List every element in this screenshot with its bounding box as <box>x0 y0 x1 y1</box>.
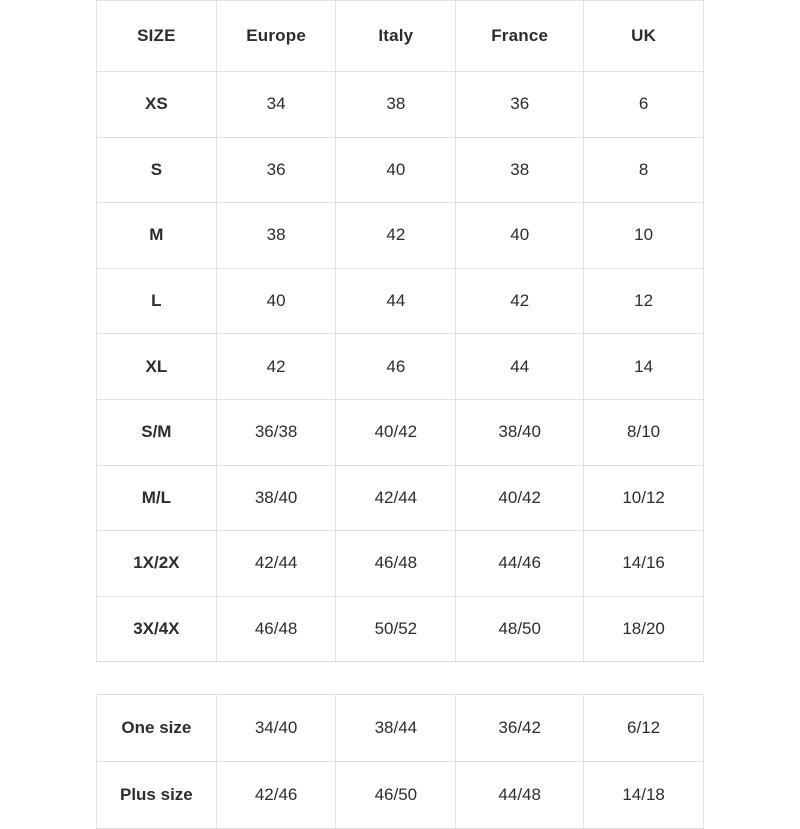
cell-europe: 42/46 <box>216 762 336 829</box>
table-row <box>97 399 704 465</box>
cell-europe: 38 <box>216 203 336 269</box>
table-row <box>97 762 704 829</box>
cell-europe: 42 <box>216 334 336 400</box>
cell-size: M/L <box>97 465 217 531</box>
cell-size: S <box>97 137 217 203</box>
cell-italy: 42 <box>336 203 456 269</box>
cell-europe: 40 <box>216 268 336 334</box>
table-row <box>97 596 704 662</box>
cell-uk: 14 <box>584 334 704 400</box>
cell-italy: 44 <box>336 268 456 334</box>
cell-italy: 50/52 <box>336 596 456 662</box>
cell-france: 36/42 <box>456 695 584 762</box>
cell-size: XS <box>97 72 217 138</box>
cell-uk: 12 <box>584 268 704 334</box>
cell-france: 44/48 <box>456 762 584 829</box>
cell-uk: 14/18 <box>584 762 704 829</box>
table-row <box>97 531 704 597</box>
table-header <box>97 1 704 72</box>
cell-europe: 34/40 <box>216 695 336 762</box>
cell-uk: 10 <box>584 203 704 269</box>
table-row <box>97 465 704 531</box>
cell-europe: 34 <box>216 72 336 138</box>
cell-uk: 10/12 <box>584 465 704 531</box>
cell-size: XL <box>97 334 217 400</box>
cell-france: 40 <box>456 203 584 269</box>
cell-uk: 6 <box>584 72 704 138</box>
cell-size: L <box>97 268 217 334</box>
table-body <box>97 72 704 662</box>
cell-italy: 46 <box>336 334 456 400</box>
cell-italy: 40/42 <box>336 399 456 465</box>
table-row <box>97 268 704 334</box>
cell-france: 40/42 <box>456 465 584 531</box>
one-size-table <box>96 694 704 829</box>
column-header-italy: Italy <box>336 1 456 72</box>
cell-france: 38 <box>456 137 584 203</box>
column-header-france: France <box>456 1 584 72</box>
table-spacer <box>96 662 704 694</box>
cell-uk: 8/10 <box>584 399 704 465</box>
cell-italy: 40 <box>336 137 456 203</box>
cell-uk: 8 <box>584 137 704 203</box>
cell-size: 1X/2X <box>97 531 217 597</box>
one-size-table-body <box>97 695 704 829</box>
size-conversion-table <box>96 0 704 662</box>
cell-size: M <box>97 203 217 269</box>
cell-france: 36 <box>456 72 584 138</box>
cell-size: One size <box>97 695 217 762</box>
table-header-row <box>97 1 704 72</box>
cell-uk: 6/12 <box>584 695 704 762</box>
cell-europe: 36 <box>216 137 336 203</box>
cell-europe: 38/40 <box>216 465 336 531</box>
cell-france: 38/40 <box>456 399 584 465</box>
table-row <box>97 137 704 203</box>
cell-europe: 46/48 <box>216 596 336 662</box>
cell-italy: 46/48 <box>336 531 456 597</box>
cell-italy: 46/50 <box>336 762 456 829</box>
cell-italy: 42/44 <box>336 465 456 531</box>
table-row <box>97 695 704 762</box>
table-row <box>97 203 704 269</box>
cell-italy: 38/44 <box>336 695 456 762</box>
column-header-uk: UK <box>584 1 704 72</box>
cell-france: 42 <box>456 268 584 334</box>
cell-france: 48/50 <box>456 596 584 662</box>
cell-italy: 38 <box>336 72 456 138</box>
cell-size: 3X/4X <box>97 596 217 662</box>
cell-europe: 42/44 <box>216 531 336 597</box>
cell-europe: 36/38 <box>216 399 336 465</box>
cell-size: S/M <box>97 399 217 465</box>
cell-size: Plus size <box>97 762 217 829</box>
cell-uk: 14/16 <box>584 531 704 597</box>
column-header-europe: Europe <box>216 1 336 72</box>
cell-france: 44/46 <box>456 531 584 597</box>
cell-uk: 18/20 <box>584 596 704 662</box>
cell-france: 44 <box>456 334 584 400</box>
table-row <box>97 334 704 400</box>
column-header-size: SIZE <box>97 1 217 72</box>
table-row <box>97 72 704 138</box>
